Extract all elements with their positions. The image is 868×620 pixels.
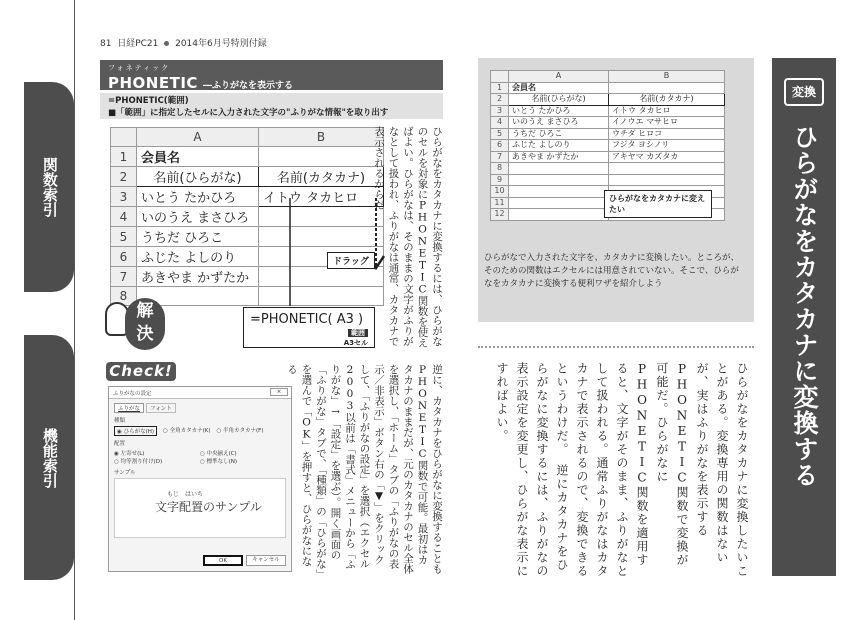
function-syntax: =PHONETIC(範囲) — [108, 96, 189, 106]
column-header: A — [509, 71, 609, 83]
phonetic-settings-dialog — [108, 386, 292, 572]
margin-rule — [74, 0, 75, 620]
formula-text: =PHONETIC( A3 ) — [250, 312, 364, 327]
cell-b4[interactable]: イノウエ マサヒロ — [609, 117, 725, 129]
solve-badge — [103, 296, 165, 354]
row-number: 3 — [491, 105, 509, 117]
row-number: 1 — [111, 147, 137, 167]
cell-b3[interactable]: イトウ タカヒロ — [259, 187, 384, 207]
align-left-label: 左寄せ(L) — [120, 451, 145, 457]
cell-a2[interactable]: 名前(ひらがな) — [509, 94, 609, 106]
issue-label: 2014年6月号特別付録 — [175, 39, 267, 49]
dialog-title: ふりがなの設定 — [113, 391, 152, 397]
column-header: A — [137, 128, 259, 147]
row-number: 2 — [111, 167, 137, 187]
corner-cell — [491, 71, 509, 83]
cell-b1[interactable] — [259, 147, 384, 167]
row-number: 1 — [491, 82, 509, 94]
row-number: 4 — [491, 117, 509, 129]
table-row — [491, 174, 725, 186]
align-none-label: 標準なし(N) — [206, 459, 237, 465]
tab-font[interactable]: フォント — [146, 403, 176, 413]
solve-text: ひらがなをカタカナに変換するには、ひらがなのセルを対象にPHONETIC関数を使えばよい。ひらがなは、そのままの文字がふりがなとして扱われ、ふりがなは通常、カタカナで表示されるからだ — [373, 126, 443, 348]
check-badge: Check! — [106, 362, 176, 381]
row-number: 4 — [111, 207, 137, 227]
table-row — [491, 117, 725, 129]
article-title: ひらがなをカタカナに変換する — [790, 124, 819, 488]
drag-label: ドラッグ — [327, 252, 375, 269]
table-row — [491, 105, 725, 117]
dialog-tabs — [114, 403, 286, 413]
align-label: 配置 — [114, 441, 126, 447]
row-number: 3 — [111, 187, 137, 207]
type-options — [114, 426, 286, 436]
table-row — [491, 94, 725, 106]
row-number: 10 — [491, 186, 509, 198]
corner-cell — [111, 128, 137, 147]
row-number: 2 — [491, 94, 509, 106]
cell-a12[interactable] — [509, 209, 609, 221]
cell-a4[interactable]: いのうえ まさひろ — [137, 207, 259, 227]
dialog-body — [109, 399, 291, 542]
column-header-row — [491, 71, 725, 83]
page-header — [100, 36, 267, 49]
function-index-label: 関数索引 — [40, 157, 59, 217]
row-number: 12 — [491, 209, 509, 221]
cell-a1[interactable]: 会員名 — [509, 82, 609, 94]
column-header: B — [609, 71, 725, 83]
convert-badge: 変換 — [784, 78, 824, 106]
row-number: 9 — [491, 174, 509, 186]
cell-a3[interactable]: いとう たかひろ — [137, 187, 259, 207]
cell-b7[interactable]: アキヤマ カズタカ — [609, 151, 725, 163]
convert-callout: ひらがなをカタカナに変えたい — [604, 190, 712, 218]
section-divider — [478, 346, 754, 348]
cell-a6[interactable]: ふじた よしのり — [137, 247, 259, 267]
sample-box — [114, 478, 286, 538]
cell-a6[interactable]: ふじた よしのり — [509, 140, 609, 152]
cell-a8[interactable] — [509, 163, 609, 175]
cell-a9[interactable] — [509, 174, 609, 186]
feature-index-label: 機能索引 — [40, 427, 59, 488]
type-halfkana-radio[interactable]: ○ 半角カタカナ(F) — [216, 428, 264, 434]
cell-a10[interactable] — [509, 186, 609, 198]
cell-a4[interactable]: いのうえ まさひろ — [509, 117, 609, 129]
magazine-name: 日経PC21 — [117, 39, 159, 49]
dialog-buttons — [203, 555, 286, 566]
cell-a5[interactable]: うちだ ひろこ — [509, 128, 609, 140]
align-none-radio[interactable]: ○ 標準なし(N) — [200, 459, 237, 465]
table-row — [111, 167, 384, 187]
cell-b2[interactable]: 名前(カタカナ) — [259, 167, 384, 187]
solve-line2: 決 — [136, 324, 154, 344]
sample-text: 文字配置のサンプル — [155, 500, 262, 514]
sample-ruby: もじ はいち — [167, 491, 204, 498]
row-number: 5 — [111, 227, 137, 247]
type-hiragana-label: ひらがな(H) — [123, 429, 154, 435]
body-text: ひらがなをカタカナに変換したいことがある。変換専用の関数はないが、実はふりがなを表示するPHONETIC関数で変換が可能だ。ひらがなにPHONETIC関数を適用すると、文字がそのまま、ふりがなとして扱われる。通常ふりがなはカタカナで表示されるので、変換できるというわけだ。 逆にカタカナをひらがなに変換するには、ふりがなの表示設定を変更し、ひらがな表示にすればよい。 — [495, 362, 749, 578]
cell-a7[interactable]: あきやま かずたか — [509, 151, 609, 163]
row-number: 5 — [491, 128, 509, 140]
cell-a7[interactable]: あきやま かずたか — [137, 267, 259, 287]
formula-box — [243, 307, 375, 348]
type-hiragana-radio[interactable]: ◉ ひらがな(H) — [114, 426, 157, 436]
function-subtitle: ―ふりがなを表示する — [203, 81, 294, 91]
table-row — [111, 147, 384, 167]
cell-b5[interactable]: ウチダ ヒロコ — [609, 128, 725, 140]
table-row — [491, 82, 725, 94]
table-row — [491, 140, 725, 152]
cell-a2[interactable]: 名前(ひらがな) — [137, 167, 259, 187]
column-header: B — [259, 128, 384, 147]
type-fullkana-label: 全角カタカナ(K) — [169, 428, 211, 434]
bullet-icon — [164, 41, 169, 46]
cell-b2[interactable]: 名前(カタカナ) — [609, 94, 725, 106]
align-distribute-radio[interactable]: ○ 均等割り付け(D) — [114, 459, 163, 465]
cell-b6[interactable]: フジタ ヨシノリ — [609, 140, 725, 152]
type-halfkana-label: 半角カタカナ(F) — [223, 428, 264, 434]
check-text: 逆に、カタカナをひらがなに変換することもPHONETIC関数で可能。最初はカタカナのままだが、元のカタカナのセル全体を選択し、「ホーム」タブの「ふりがなの表示／非表示」ボタン右の「▼」をクリックして、「ふりがなの設定」を選択（エクセル2003以前は「書式」メニューから「ふりがな」→「設定」を選ぶ）。開く画面の「ふりがな」タブで、「種類」の「ひらがな」を選んで「OK」を押すと、ひらがなになる — [286, 364, 443, 574]
tab-phonetic[interactable]: ふりがな — [114, 403, 144, 413]
align-distribute-label: 均等割り付け(D) — [120, 459, 163, 465]
cell-b9[interactable] — [609, 174, 725, 186]
solve-circle — [125, 298, 165, 350]
align-options — [114, 449, 286, 465]
lead-text: ひらがなで入力された文字を、カタカナに変換したい。ところが、そのための関数はエクセルには用意されていない。そこで、ひらがなをカタカナに変換する便利ワザを紹介しよう — [484, 253, 740, 289]
align-center-radio[interactable]: ○ 中央揃え(C) — [200, 451, 237, 457]
sample-label: サンプル — [114, 470, 136, 476]
cell-b1[interactable] — [609, 82, 725, 94]
row-number: 7 — [111, 267, 137, 287]
function-ruby: フォネティック — [108, 64, 171, 72]
type-label: 種類 — [114, 418, 126, 424]
cell-a5[interactable]: うちだ ひろこ — [137, 227, 259, 247]
page-number: 81 — [100, 39, 112, 49]
cell-caption: A3セル — [343, 339, 368, 347]
table-row — [491, 151, 725, 163]
table-row — [491, 128, 725, 140]
cell-a1[interactable]: 会員名 — [137, 147, 259, 167]
row-number: 7 — [491, 151, 509, 163]
column-header-row — [111, 128, 384, 147]
solve-line1: 解 — [136, 301, 154, 321]
dialog-titlebar — [109, 387, 291, 399]
function-name: PHONETIC — [108, 74, 198, 92]
ok-button[interactable]: OK — [203, 555, 243, 566]
type-fullkana-radio[interactable]: ○ 全角カタカナ(K) — [163, 428, 211, 434]
row-number: 11 — [491, 197, 509, 209]
row-number: 8 — [491, 163, 509, 175]
row-number: 8 — [111, 287, 137, 306]
align-center-label: 中央揃え(C) — [206, 451, 237, 457]
function-syntax-box — [100, 93, 443, 119]
function-index-tab[interactable] — [24, 82, 74, 292]
range-tag: 範囲 — [348, 329, 368, 337]
feature-index-tab[interactable] — [24, 335, 74, 580]
cell-a3[interactable]: いとう たかひろ — [509, 105, 609, 117]
cancel-button[interactable]: キャンセル — [246, 555, 286, 566]
close-icon[interactable]: × — [270, 388, 288, 396]
cell-a11[interactable] — [509, 197, 609, 209]
function-description: ■「範囲」に指定したセルに入力された文字の"ふりがな情報"を取り出す — [108, 108, 389, 118]
row-number: 6 — [111, 247, 137, 267]
article-title-tab — [772, 58, 836, 576]
function-title-bar — [100, 60, 443, 90]
formula-tags — [250, 328, 368, 348]
row-number: 6 — [491, 140, 509, 152]
cell-b8[interactable] — [609, 163, 725, 175]
cell-b3[interactable]: イトウ タカヒロ — [609, 105, 725, 117]
align-left-radio[interactable]: ◉ 左寄せ(L) — [114, 451, 145, 457]
table-row — [491, 163, 725, 175]
